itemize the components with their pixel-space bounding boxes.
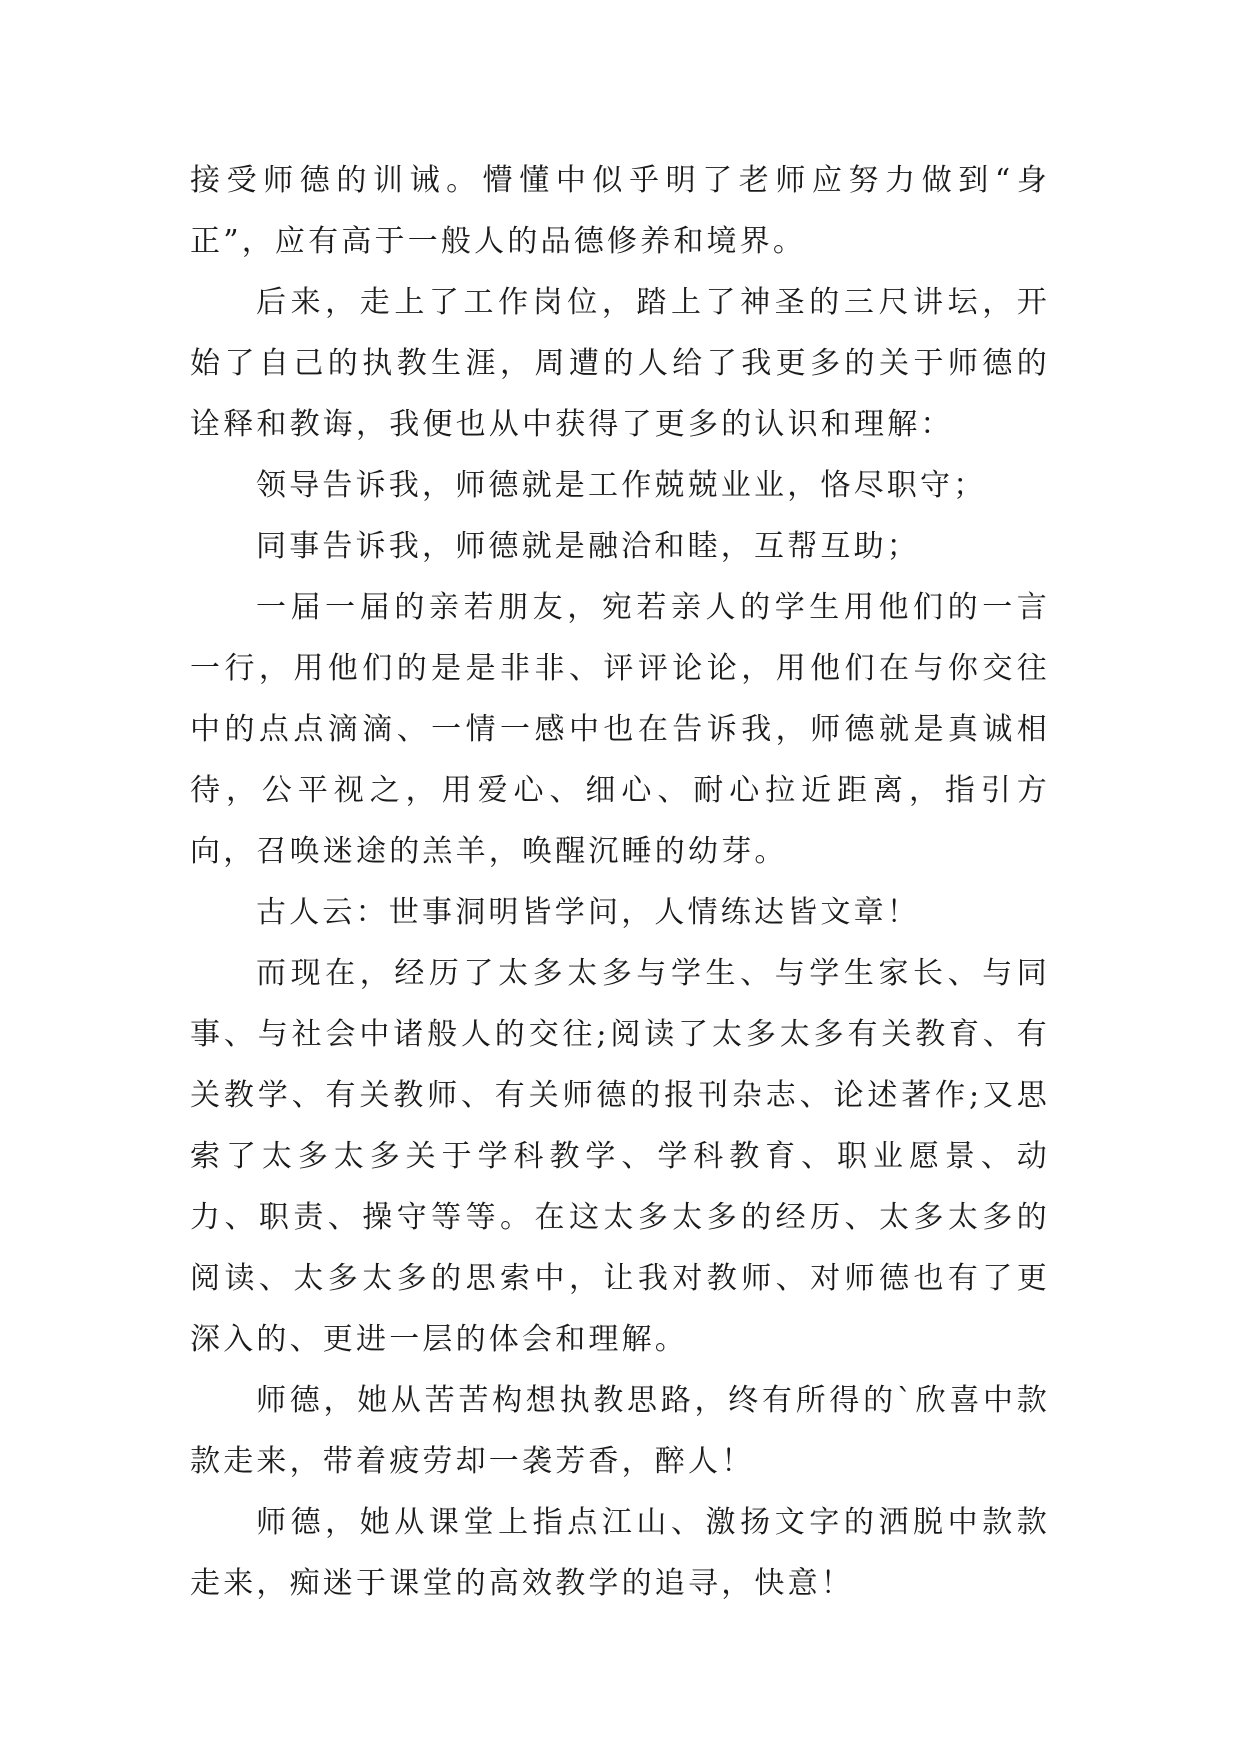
paragraph: 同事告诉我，师德就是融洽和睦，互帮互助； <box>256 529 920 564</box>
paragraph: 师德，她从课堂上指点江山、激扬文字的洒脱中款款走来，痴迷于课堂的高效教学的追寻，快意！ <box>190 1505 1050 1601</box>
paragraph: 而现在，经历了太多太多与学生、与学生家长、与同事、与社会中诸般人的交往;阅读了太多太多有关教育、有关教学、有关教师、有关师德的报刊杂志、论述著作;又思索了太多太多关于学科教学、学科教育、职业愿景、动力、职责、操守等等。在这太多太多的经历、太多太多的阅读、太多太多的思索中，让我对教师、对师德也有了更深入的、更进一层的体会和理解。 <box>190 956 1050 1357</box>
paragraph: 一届一届的亲若朋友，宛若亲人的学生用他们的一言一行，用他们的是是非非、评评论论，用他们在与你交往中的点点滴滴、一情一感中也在告诉我，师德就是真诚相待，公平视之，用爱心、细心、耐心拉近距离，指引方向，召唤迷途的羔羊，唤醒沉睡的幼芽。 <box>190 590 1050 869</box>
paragraph: 领导告诉我，师德就是工作兢兢业业，恪尽职守； <box>256 468 987 503</box>
document-body <box>190 150 1050 1614</box>
paragraph: 古人云：世事洞明皆学问，人情练达皆文章！ <box>256 895 920 930</box>
paragraph: 师德，她从苦苦构想执教思路，终有所得的`欣喜中款款走来，带着疲劳却一袭芳香，醉人！ <box>190 1383 1050 1479</box>
paragraph-continued: 接受师德的训诫。懵懂中似乎明了老师应努力做到“身正”，应有高于一般人的品德修养和境界。 <box>190 163 1050 259</box>
paragraph: 后来，走上了工作岗位，踏上了神圣的三尺讲坛，开始了自己的执教生涯，周遭的人给了我更多的关于师德的诠释和教诲，我便也从中获得了更多的认识和理解： <box>190 285 1050 442</box>
